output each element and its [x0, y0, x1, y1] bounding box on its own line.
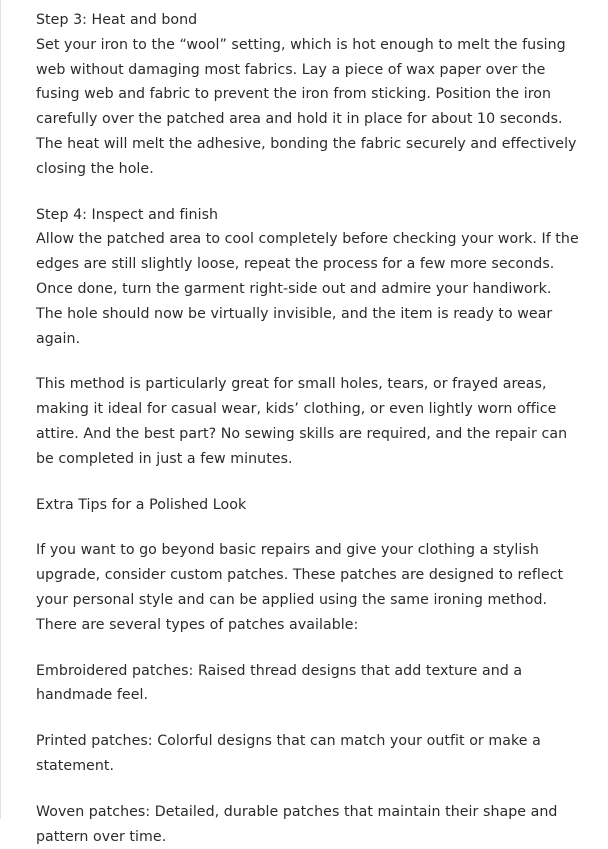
extra-tips-heading: Extra Tips for a Polished Look — [36, 496, 247, 513]
step-4-text: Allow the patched area to cool completely before checking your work. If the edges are still slightly loose, repeat the process for a few more seconds. Once done, turn the garment right-side out and admire your handiwork. The hole should now be virtually invisible, and the item is ready to wear again. — [36, 231, 579, 347]
patch-type-embroidered: Embroidered patches: Raised thread designs that add texture and a handmade feel. — [36, 662, 523, 704]
step-4-section — [36, 203, 581, 352]
article-body — [36, 8, 581, 849]
method-paragraph: This method is particularly great for small holes, tears, or frayed areas, making it ideal for casual wear, kids’ clothing, or even lightly worn office attire. And the best part? No sewing skills are required, and the repair can be completed in just a few minutes. — [36, 376, 568, 467]
patch-type-woven: Woven patches: Detailed, durable patches that maintain their shape and pattern over time. — [36, 803, 558, 845]
step-3-text: Set your iron to the “wool” setting, which is hot enough to melt the fusing web without damaging most fabrics. Lay a piece of wax paper over the fusing web and fabric to prevent the iron from sticking. Position the iron carefully over the patched area and hold it in place for about 10 seconds. The heat will melt the adhesive, bonding the fabric securely and effectively closing the hole. — [36, 36, 577, 177]
step-3-heading: Step 3: Heat and bond — [36, 12, 198, 28]
custom-patches-paragraph: If you want to go beyond basic repairs and give your clothing a stylish upgrade, consider custom patches. These patches are designed to reflect your personal style and can be applied using the same ironing method. There are several types of patches available: — [36, 542, 564, 633]
step-3-section — [36, 8, 581, 182]
step-4-heading: Step 4: Inspect and finish — [36, 206, 219, 223]
page-border — [0, 0, 1, 819]
patch-type-printed: Printed patches: Colorful designs that can match your outfit or make a statement. — [36, 733, 541, 774]
